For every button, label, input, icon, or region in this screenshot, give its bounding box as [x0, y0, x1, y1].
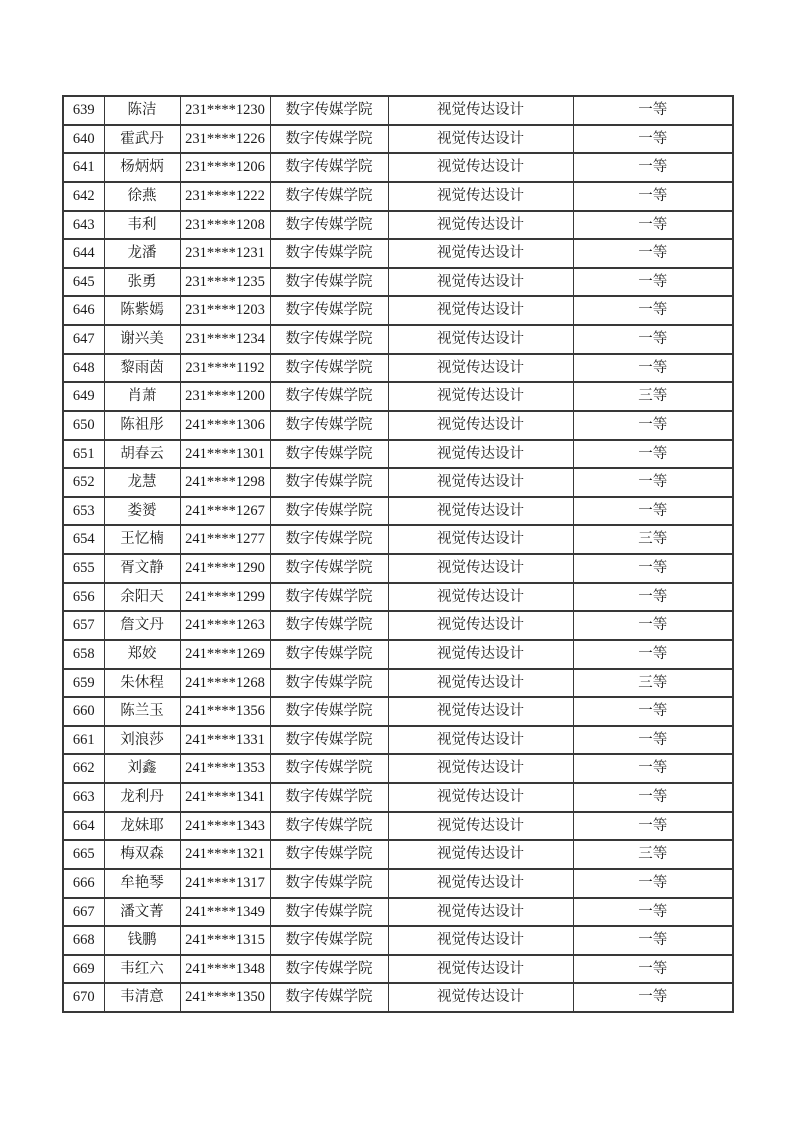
cell-college: 数字传媒学院	[270, 211, 388, 240]
cell-student-id: 231****1231	[180, 239, 270, 268]
cell-student-id: 231****1230	[180, 96, 270, 125]
cell-award-level: 一等	[573, 640, 733, 669]
cell-major: 视觉传达设计	[388, 583, 573, 612]
cell-award-level: 一等	[573, 440, 733, 469]
table-row	[63, 525, 733, 554]
cell-student-id: 241****1349	[180, 898, 270, 927]
cell-student-name: 霍武丹	[104, 125, 180, 154]
cell-serial-number: 645	[63, 268, 104, 297]
cell-award-level: 一等	[573, 182, 733, 211]
award-table-body	[63, 96, 733, 1012]
cell-student-name: 龙妹耶	[104, 812, 180, 841]
table-row	[63, 153, 733, 182]
cell-student-name: 张勇	[104, 268, 180, 297]
cell-student-id: 241****1341	[180, 783, 270, 812]
cell-student-name: 梅双森	[104, 840, 180, 869]
table-row	[63, 354, 733, 383]
cell-award-level: 一等	[573, 983, 733, 1012]
cell-student-id: 241****1299	[180, 583, 270, 612]
cell-major: 视觉传达设计	[388, 440, 573, 469]
cell-major: 视觉传达设计	[388, 926, 573, 955]
cell-college: 数字传媒学院	[270, 182, 388, 211]
cell-college: 数字传媒学院	[270, 726, 388, 755]
cell-college: 数字传媒学院	[270, 354, 388, 383]
cell-student-id: 241****1343	[180, 812, 270, 841]
cell-college: 数字传媒学院	[270, 869, 388, 898]
cell-student-name: 肖萧	[104, 382, 180, 411]
table-row	[63, 239, 733, 268]
cell-major: 视觉传达设计	[388, 239, 573, 268]
cell-student-name: 谢兴美	[104, 325, 180, 354]
cell-serial-number: 654	[63, 525, 104, 554]
cell-student-name: 余阳天	[104, 583, 180, 612]
cell-college: 数字传媒学院	[270, 411, 388, 440]
cell-major: 视觉传达设计	[388, 554, 573, 583]
cell-major: 视觉传达设计	[388, 211, 573, 240]
cell-student-id: 241****1267	[180, 497, 270, 526]
cell-student-name: 徐燕	[104, 182, 180, 211]
table-row	[63, 840, 733, 869]
table-row	[63, 325, 733, 354]
cell-student-name: 詹文丹	[104, 611, 180, 640]
cell-student-id: 231****1200	[180, 382, 270, 411]
table-row	[63, 726, 733, 755]
cell-award-level: 一等	[573, 726, 733, 755]
cell-serial-number: 653	[63, 497, 104, 526]
cell-serial-number: 667	[63, 898, 104, 927]
table-row	[63, 554, 733, 583]
cell-student-id: 241****1317	[180, 869, 270, 898]
cell-student-name: 龙潘	[104, 239, 180, 268]
cell-major: 视觉传达设计	[388, 325, 573, 354]
cell-student-name: 陈洁	[104, 96, 180, 125]
table-row	[63, 926, 733, 955]
table-row	[63, 182, 733, 211]
cell-student-name: 胡春云	[104, 440, 180, 469]
table-row	[63, 955, 733, 984]
cell-award-level: 一等	[573, 96, 733, 125]
cell-college: 数字传媒学院	[270, 754, 388, 783]
cell-award-level: 一等	[573, 497, 733, 526]
cell-student-id: 241****1348	[180, 955, 270, 984]
cell-award-level: 一等	[573, 296, 733, 325]
table-row	[63, 96, 733, 125]
cell-student-id: 241****1301	[180, 440, 270, 469]
cell-serial-number: 644	[63, 239, 104, 268]
table-row	[63, 754, 733, 783]
cell-college: 数字传媒学院	[270, 525, 388, 554]
table-row	[63, 869, 733, 898]
award-table	[62, 95, 734, 1013]
cell-college: 数字传媒学院	[270, 382, 388, 411]
cell-serial-number: 657	[63, 611, 104, 640]
cell-award-level: 一等	[573, 468, 733, 497]
cell-student-name: 陈祖彤	[104, 411, 180, 440]
cell-serial-number: 670	[63, 983, 104, 1012]
table-row	[63, 783, 733, 812]
cell-student-id: 231****1208	[180, 211, 270, 240]
cell-college: 数字传媒学院	[270, 840, 388, 869]
cell-student-id: 241****1268	[180, 669, 270, 698]
cell-student-id: 231****1222	[180, 182, 270, 211]
cell-major: 视觉传达设计	[388, 182, 573, 211]
cell-major: 视觉传达设计	[388, 497, 573, 526]
cell-award-level: 三等	[573, 840, 733, 869]
cell-serial-number: 651	[63, 440, 104, 469]
cell-award-level: 一等	[573, 268, 733, 297]
cell-serial-number: 665	[63, 840, 104, 869]
cell-serial-number: 647	[63, 325, 104, 354]
table-row	[63, 640, 733, 669]
cell-serial-number: 664	[63, 812, 104, 841]
cell-major: 视觉传达设计	[388, 611, 573, 640]
cell-student-name: 胥文静	[104, 554, 180, 583]
cell-student-name: 韦清意	[104, 983, 180, 1012]
cell-major: 视觉传达设计	[388, 697, 573, 726]
cell-student-name: 刘鑫	[104, 754, 180, 783]
cell-college: 数字传媒学院	[270, 783, 388, 812]
cell-college: 数字传媒学院	[270, 926, 388, 955]
cell-college: 数字传媒学院	[270, 983, 388, 1012]
cell-major: 视觉传达设计	[388, 468, 573, 497]
cell-major: 视觉传达设计	[388, 411, 573, 440]
cell-major: 视觉传达设计	[388, 983, 573, 1012]
cell-major: 视觉传达设计	[388, 898, 573, 927]
cell-college: 数字传媒学院	[270, 325, 388, 354]
cell-serial-number: 659	[63, 669, 104, 698]
cell-award-level: 一等	[573, 354, 733, 383]
cell-award-level: 一等	[573, 411, 733, 440]
cell-student-id: 231****1206	[180, 153, 270, 182]
table-row	[63, 812, 733, 841]
cell-college: 数字传媒学院	[270, 440, 388, 469]
cell-student-name: 潘文菁	[104, 898, 180, 927]
cell-student-id: 241****1290	[180, 554, 270, 583]
cell-major: 视觉传达设计	[388, 296, 573, 325]
table-row	[63, 296, 733, 325]
cell-major: 视觉传达设计	[388, 268, 573, 297]
cell-serial-number: 655	[63, 554, 104, 583]
cell-award-level: 三等	[573, 525, 733, 554]
cell-college: 数字传媒学院	[270, 640, 388, 669]
cell-serial-number: 658	[63, 640, 104, 669]
table-row	[63, 898, 733, 927]
cell-student-name: 陈紫嫣	[104, 296, 180, 325]
cell-major: 视觉传达设计	[388, 869, 573, 898]
cell-college: 数字传媒学院	[270, 812, 388, 841]
cell-college: 数字传媒学院	[270, 955, 388, 984]
cell-student-id: 241****1356	[180, 697, 270, 726]
cell-student-name: 刘浪莎	[104, 726, 180, 755]
cell-major: 视觉传达设计	[388, 96, 573, 125]
table-row	[63, 411, 733, 440]
cell-student-id: 241****1269	[180, 640, 270, 669]
cell-major: 视觉传达设计	[388, 669, 573, 698]
cell-student-name: 龙利丹	[104, 783, 180, 812]
cell-award-level: 一等	[573, 153, 733, 182]
cell-college: 数字传媒学院	[270, 497, 388, 526]
cell-college: 数字传媒学院	[270, 697, 388, 726]
cell-student-id: 241****1263	[180, 611, 270, 640]
cell-serial-number: 642	[63, 182, 104, 211]
cell-major: 视觉传达设计	[388, 812, 573, 841]
cell-serial-number: 640	[63, 125, 104, 154]
cell-award-level: 一等	[573, 239, 733, 268]
cell-student-id: 241****1321	[180, 840, 270, 869]
cell-college: 数字传媒学院	[270, 239, 388, 268]
table-row	[63, 497, 733, 526]
table-row	[63, 440, 733, 469]
cell-award-level: 一等	[573, 898, 733, 927]
cell-award-level: 一等	[573, 812, 733, 841]
cell-student-name: 黎雨茵	[104, 354, 180, 383]
cell-award-level: 一等	[573, 783, 733, 812]
cell-serial-number: 666	[63, 869, 104, 898]
cell-serial-number: 643	[63, 211, 104, 240]
cell-award-level: 三等	[573, 669, 733, 698]
cell-student-name: 陈兰玉	[104, 697, 180, 726]
cell-serial-number: 669	[63, 955, 104, 984]
cell-student-name: 韦利	[104, 211, 180, 240]
cell-student-id: 241****1277	[180, 525, 270, 554]
cell-award-level: 一等	[573, 926, 733, 955]
cell-student-name: 钱鹏	[104, 926, 180, 955]
cell-award-level: 一等	[573, 211, 733, 240]
cell-college: 数字传媒学院	[270, 96, 388, 125]
cell-major: 视觉传达设计	[388, 153, 573, 182]
table-row	[63, 983, 733, 1012]
cell-student-id: 231****1192	[180, 354, 270, 383]
cell-serial-number: 641	[63, 153, 104, 182]
cell-major: 视觉传达设计	[388, 726, 573, 755]
cell-award-level: 一等	[573, 754, 733, 783]
cell-serial-number: 646	[63, 296, 104, 325]
cell-major: 视觉传达设计	[388, 955, 573, 984]
cell-student-name: 娄赟	[104, 497, 180, 526]
cell-major: 视觉传达设计	[388, 754, 573, 783]
cell-serial-number: 649	[63, 382, 104, 411]
cell-serial-number: 650	[63, 411, 104, 440]
cell-student-name: 郑姣	[104, 640, 180, 669]
cell-serial-number: 656	[63, 583, 104, 612]
cell-college: 数字传媒学院	[270, 898, 388, 927]
cell-award-level: 一等	[573, 611, 733, 640]
cell-major: 视觉传达设计	[388, 640, 573, 669]
cell-student-name: 韦红六	[104, 955, 180, 984]
cell-student-id: 241****1353	[180, 754, 270, 783]
table-row	[63, 125, 733, 154]
cell-major: 视觉传达设计	[388, 382, 573, 411]
cell-student-id: 231****1234	[180, 325, 270, 354]
cell-student-name: 朱休程	[104, 669, 180, 698]
cell-award-level: 一等	[573, 125, 733, 154]
cell-college: 数字传媒学院	[270, 153, 388, 182]
cell-major: 视觉传达设计	[388, 125, 573, 154]
cell-student-id: 231****1203	[180, 296, 270, 325]
table-row	[63, 468, 733, 497]
cell-serial-number: 663	[63, 783, 104, 812]
cell-student-id: 241****1350	[180, 983, 270, 1012]
cell-student-id: 241****1331	[180, 726, 270, 755]
cell-student-name: 杨炳炳	[104, 153, 180, 182]
table-row	[63, 669, 733, 698]
cell-serial-number: 660	[63, 697, 104, 726]
cell-award-level: 一等	[573, 955, 733, 984]
table-row	[63, 211, 733, 240]
cell-college: 数字传媒学院	[270, 554, 388, 583]
cell-student-name: 牟艳琴	[104, 869, 180, 898]
cell-major: 视觉传达设计	[388, 783, 573, 812]
cell-student-id: 241****1298	[180, 468, 270, 497]
cell-college: 数字传媒学院	[270, 583, 388, 612]
cell-award-level: 一等	[573, 869, 733, 898]
cell-serial-number: 668	[63, 926, 104, 955]
table-row	[63, 382, 733, 411]
cell-major: 视觉传达设计	[388, 525, 573, 554]
cell-student-id: 231****1226	[180, 125, 270, 154]
cell-award-level: 一等	[573, 697, 733, 726]
cell-college: 数字传媒学院	[270, 296, 388, 325]
cell-student-name: 王忆楠	[104, 525, 180, 554]
cell-award-level: 一等	[573, 325, 733, 354]
cell-college: 数字传媒学院	[270, 468, 388, 497]
table-row	[63, 697, 733, 726]
cell-college: 数字传媒学院	[270, 611, 388, 640]
table-row	[63, 611, 733, 640]
cell-serial-number: 652	[63, 468, 104, 497]
cell-serial-number: 639	[63, 96, 104, 125]
table-row	[63, 268, 733, 297]
cell-college: 数字传媒学院	[270, 125, 388, 154]
cell-major: 视觉传达设计	[388, 840, 573, 869]
cell-award-level: 一等	[573, 554, 733, 583]
cell-college: 数字传媒学院	[270, 268, 388, 297]
cell-student-id: 241****1315	[180, 926, 270, 955]
cell-serial-number: 648	[63, 354, 104, 383]
table-row	[63, 583, 733, 612]
cell-student-name: 龙慧	[104, 468, 180, 497]
cell-serial-number: 662	[63, 754, 104, 783]
cell-serial-number: 661	[63, 726, 104, 755]
cell-student-id: 241****1306	[180, 411, 270, 440]
cell-award-level: 一等	[573, 583, 733, 612]
cell-major: 视觉传达设计	[388, 354, 573, 383]
cell-award-level: 三等	[573, 382, 733, 411]
cell-college: 数字传媒学院	[270, 669, 388, 698]
cell-student-id: 231****1235	[180, 268, 270, 297]
